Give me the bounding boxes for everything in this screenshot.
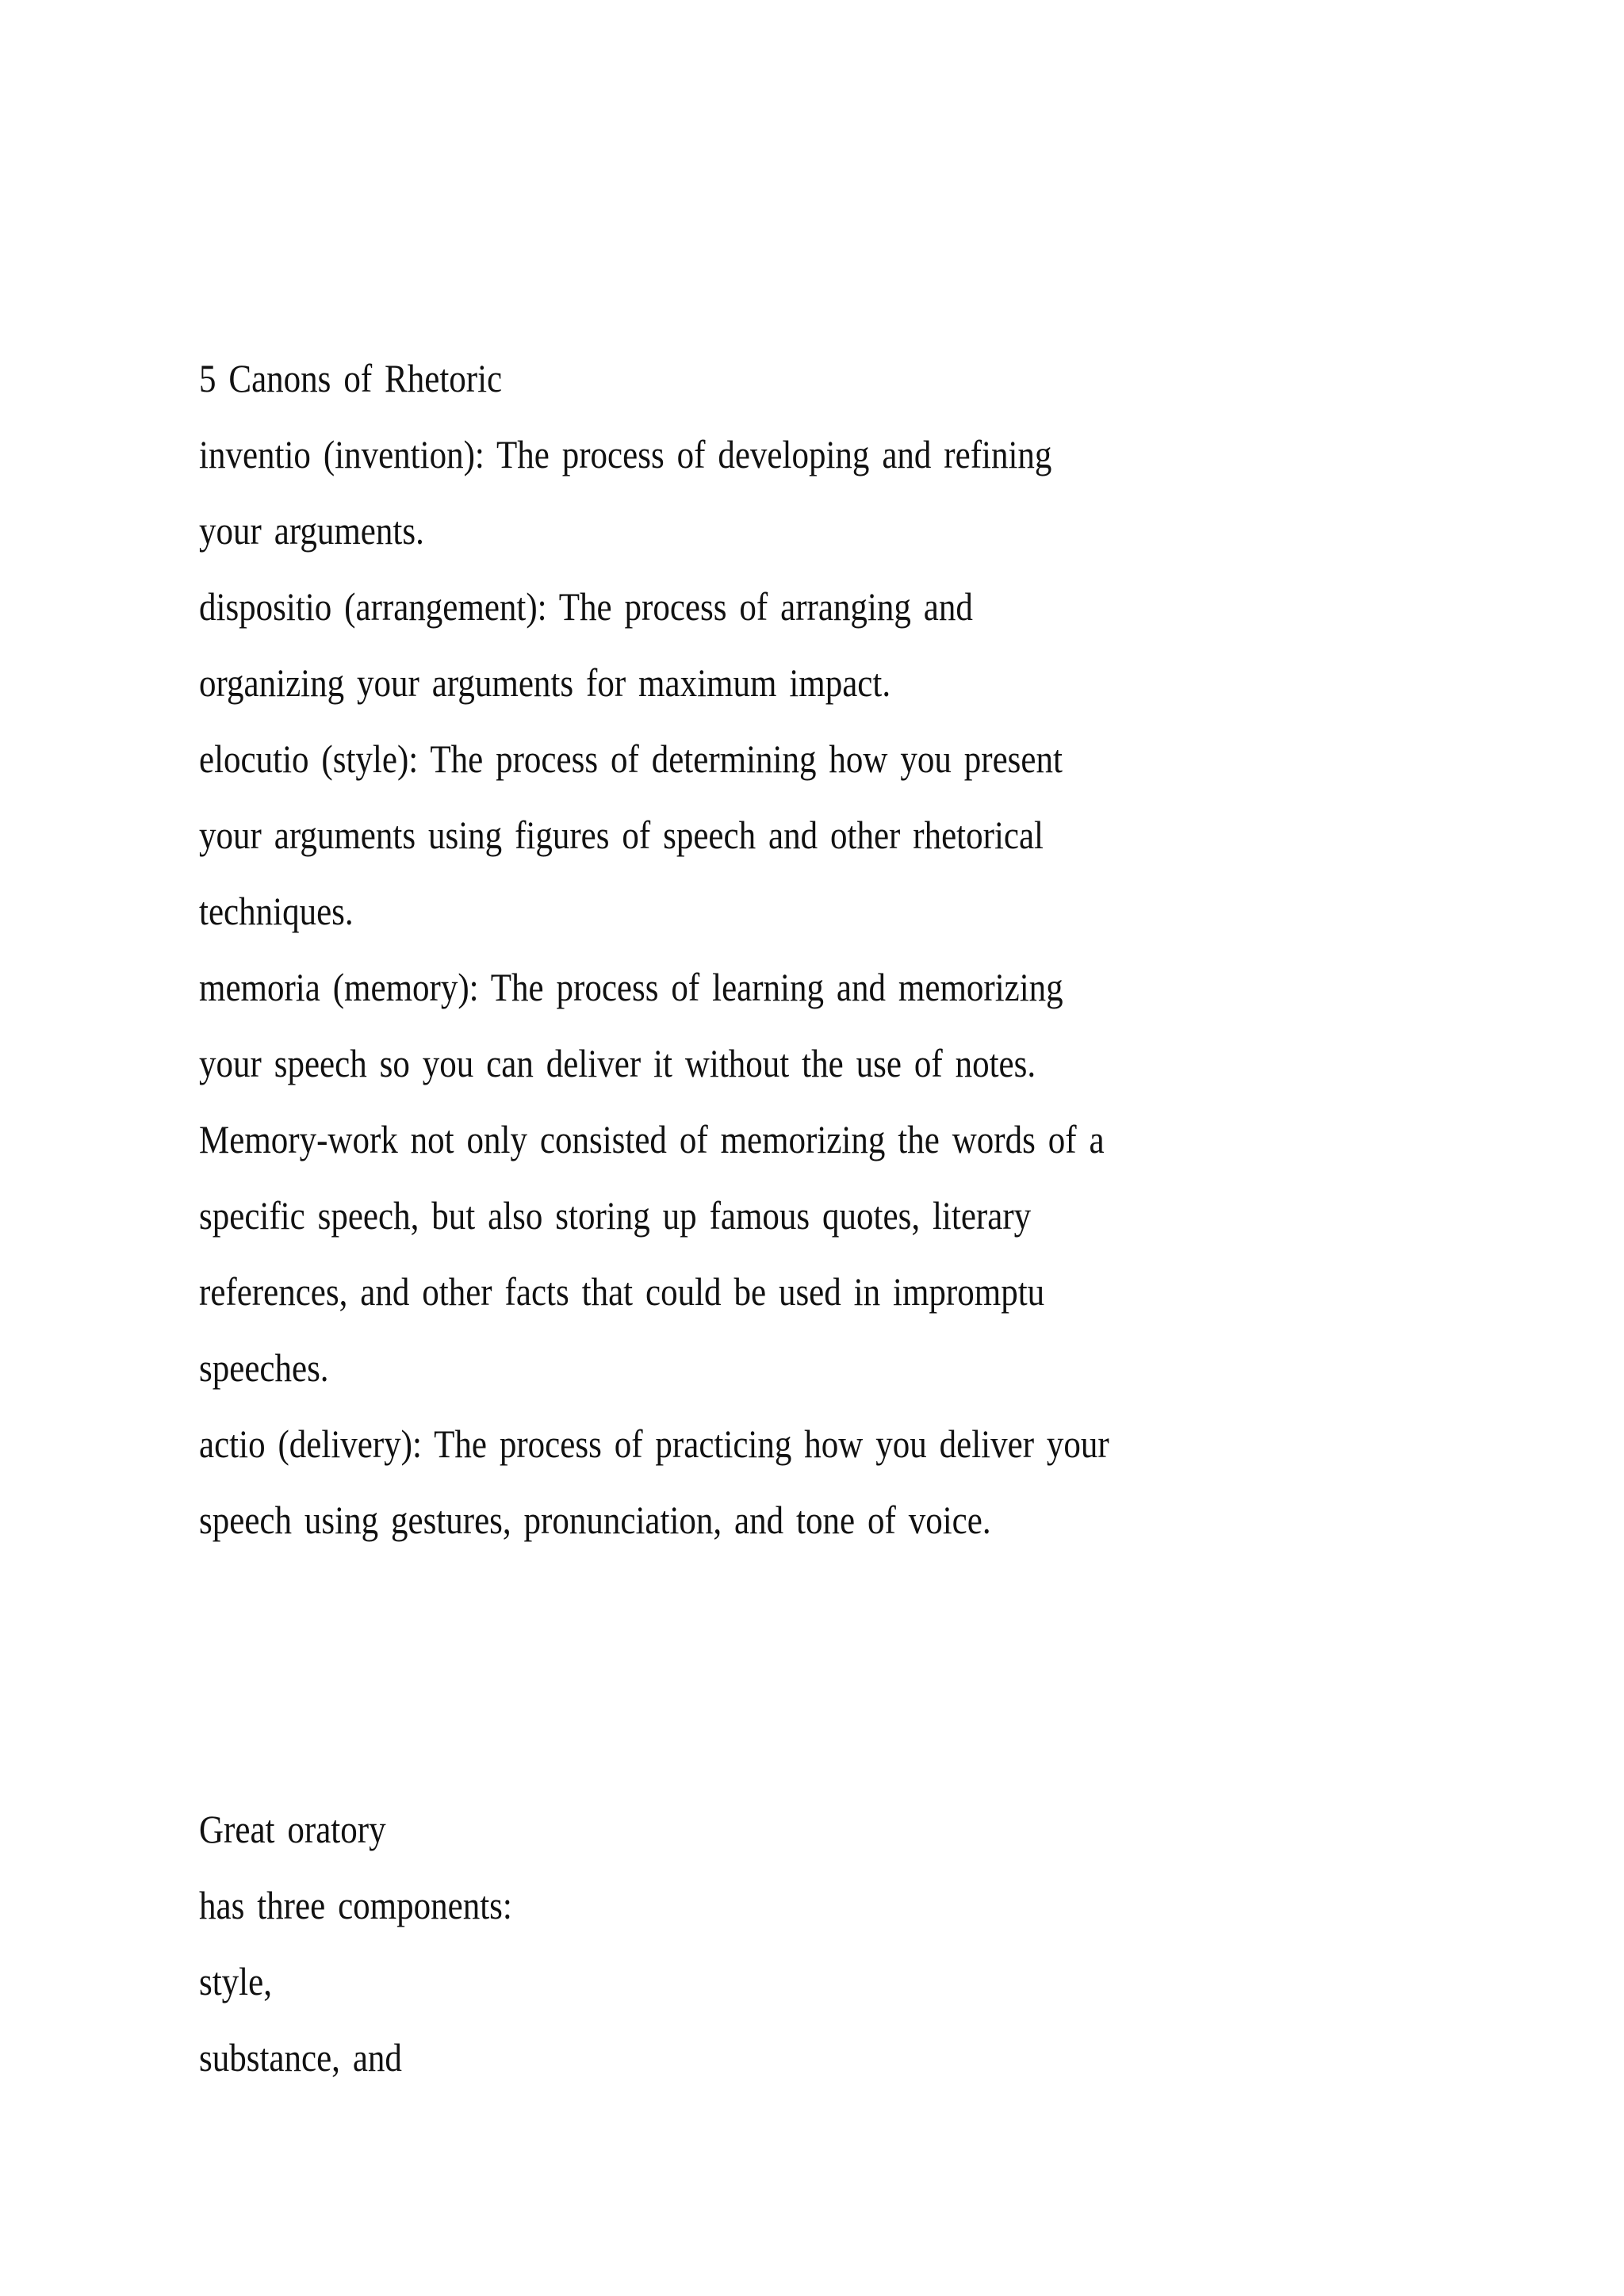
canon-actio-line-2: speech using gestures, pronunciation, and tone of voice.: [199, 1498, 991, 1542]
canon-memoria-line-5: references, and other facts that could be used in impromptu: [199, 1269, 1045, 1314]
oratory-line-4: substance, and: [199, 2035, 402, 2080]
canon-memoria-line-1: memoria (memory): The process of learning and memorizing: [199, 965, 1063, 1009]
canon-memoria-line-6: speeches.: [199, 1345, 329, 1390]
oratory-line-2: has three components:: [199, 1883, 512, 1927]
canon-elocutio-line-1: elocutio (style): The process of determining how you present: [199, 737, 1063, 781]
canon-dispositio-line-1: dispositio (arrangement): The process of arranging and: [199, 584, 973, 629]
canon-elocutio-line-3: techniques.: [199, 889, 354, 933]
canon-memoria-line-2: your speech so you can deliver it without the use of notes.: [199, 1041, 1036, 1085]
canon-actio-line-1: actio (delivery): The process of practicing how you deliver your: [199, 1422, 1109, 1466]
canon-dispositio-line-2: organizing your arguments for maximum impact.: [199, 660, 891, 705]
page-title: 5 Canons of Rhetoric: [199, 356, 503, 400]
canon-elocutio-line-2: your arguments using figures of speech and other rhetorical: [199, 813, 1044, 857]
oratory-line-3: style,: [199, 1959, 272, 2003]
canon-memoria-line-3: Memory-work not only consisted of memorizing the words of a: [199, 1117, 1105, 1161]
oratory-line-1: Great oratory: [199, 1807, 386, 1851]
canon-inventio-line-2: your arguments.: [199, 508, 424, 553]
canon-memoria-line-4: specific speech, but also storing up famous quotes, literary: [199, 1193, 1032, 1238]
canon-inventio-line-1: inventio (invention): The process of developing and refining: [199, 432, 1052, 476]
